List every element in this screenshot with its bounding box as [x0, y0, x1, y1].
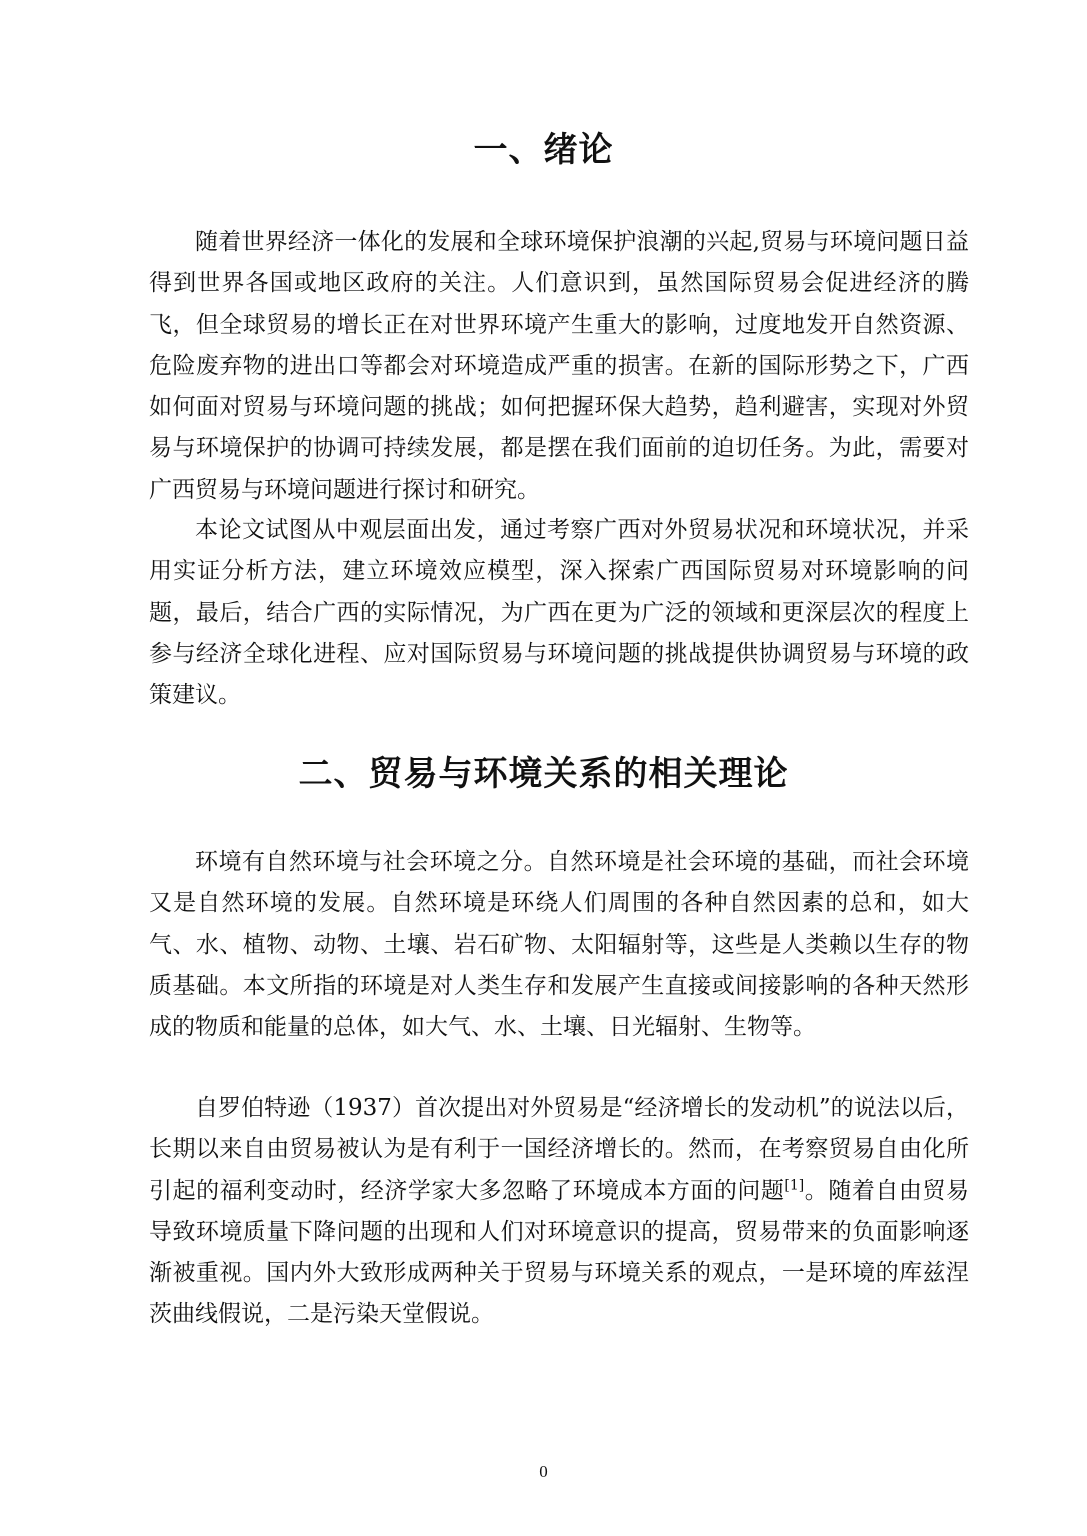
citation-reference[interactable]: [1]: [784, 1176, 805, 1193]
section-heading-introduction: 一、绪论: [473, 130, 614, 170]
page-number: 0: [539, 1462, 548, 1481]
section-heading-theory: 二、贸易与环境关系的相关理论: [298, 754, 789, 794]
paragraph-text: 自罗伯特逊（1937）首次提出对外贸易是“经济增长的发动机”的说法以后，长期以来自由贸易被认为是有利于一国经济增长的。然而，在考察贸易自由化所引起的福利变动时，经济学家大多忽略了环境成本方面的问题: [149, 1095, 969, 1204]
paragraph-text: 。随着自由贸易导致环境质量下降问题的出现和人们对环境意识的提高，贸易带来的负面影响逐渐被重视。国内外大致形成两种关于贸易与环境关系的观点，一是环境的库兹涅茨曲线假说，二是污染天堂假说。: [149, 1177, 970, 1328]
paragraph: 随着世界经济一体化的发展和全球环境保护浪潮的兴起,贸易与环境问题日益得到世界各国或地区政府的关注。人们意识到，虽然国际贸易会促进经济的腾飞，但全球贸易的增长正在对世界环境产生重大的影响，过度地发开自然资源、危险废弃物的进出口等都会对环境造成严重的损害。在新的国际形势之下，广西如何面对贸易与环境问题的挑战；如何把握环保大趋势，趋利避害，实现对外贸易与环境保护的协调可持续发展，都是摆在我们面前的迫切任务。为此，需要对广西贸易与环境问题进行探讨和研究。: [149, 229, 969, 503]
paragraph: 本论文试图从中观层面出发，通过考察广西对外贸易状况和环境状况，并采用实证分析方法，建立环境效应模型，深入探索广西国际贸易对环境影响的问题，最后，结合广西的实际情况，为广西在更为广泛的领域和更深层次的程度上参与经济全球化进程、应对国际贸易与环境问题的挑战提供协调贸易与环境的政策建议。: [149, 517, 969, 709]
paragraph: 环境有自然环境与社会环境之分。自然环境是社会环境的基础，而社会环境又是自然环境的发展。自然环境是环绕人们周围的各种自然因素的总和，如大气、水、植物、动物、土壤、岩石矿物、太阳辐射等，这些是人类赖以生存的物质基础。本文所指的环境是对人类生存和发展产生直接或间接影响的各种天然形成的物质和能量的总体，如大气、水、土壤、日光辐射、生物等。: [149, 849, 969, 1041]
paragraph-with-reference: [149, 1088, 969, 1336]
